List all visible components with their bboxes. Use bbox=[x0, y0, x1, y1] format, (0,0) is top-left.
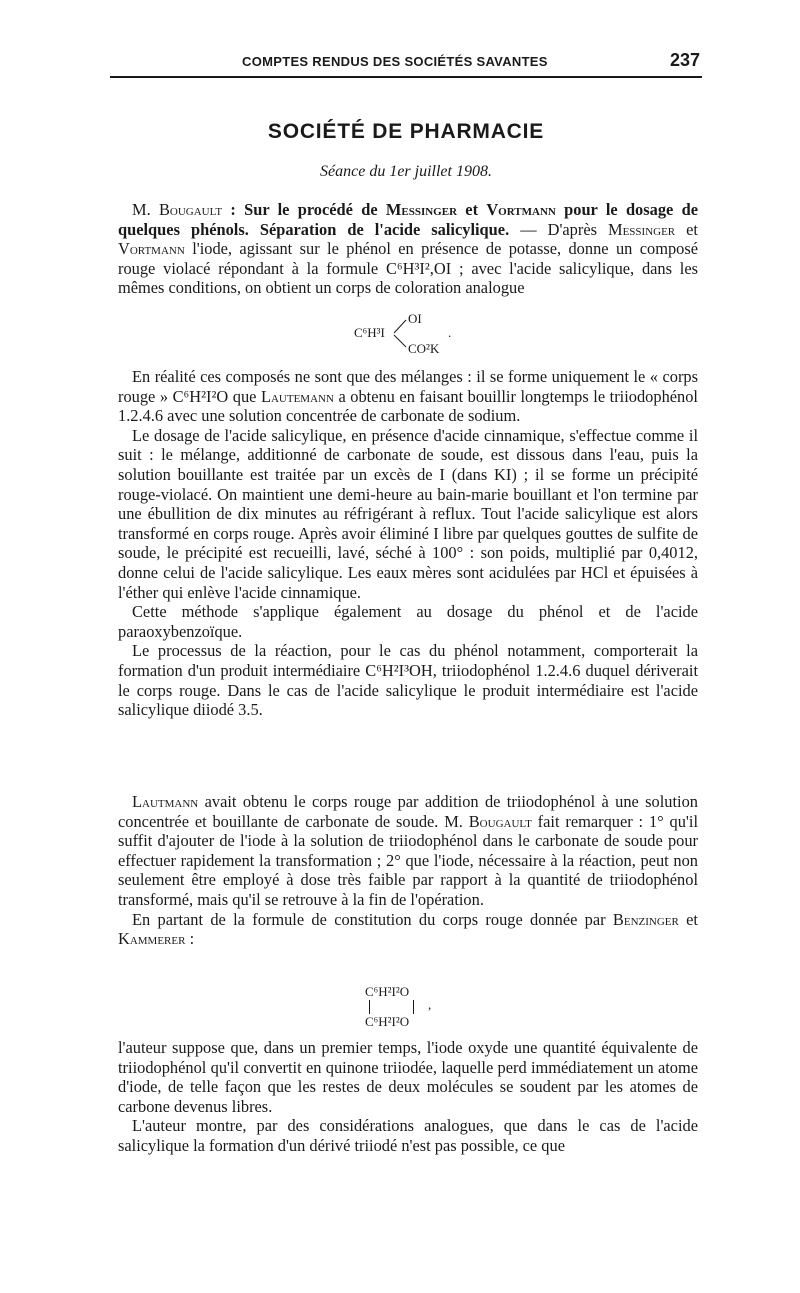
running-head: COMPTES RENDUS DES SOCIÉTÉS SAVANTES bbox=[242, 54, 548, 69]
author-name: Messinger bbox=[385, 200, 458, 219]
author-name: Vortmann bbox=[118, 239, 185, 259]
text-block-3 bbox=[118, 792, 698, 949]
author-name: Bougault bbox=[158, 200, 223, 219]
author-name: Lautmann bbox=[132, 792, 199, 811]
paragraph: l'auteur suppose que, dans un premier temps, l'iode oxyde une quantité équivalente de triiodophénol qu'il convertit en quinone triiodée, laquelle perd immédiatement un atome d'iode, de telle façon que les restes de deux molécules se soudent par les atomes de carbone devenus libres. bbox=[118, 1038, 698, 1116]
session-date: Séance du 1er juillet 1908. bbox=[320, 163, 492, 180]
author-name: Vortmann bbox=[486, 200, 556, 219]
section-title: SOCIÉTÉ DE PHARMACIE bbox=[267, 120, 545, 143]
paragraph: En partant de la formule de constitution du corps rouge donnée par Benzinger et Kammerer : bbox=[118, 909, 698, 949]
formula-bond bbox=[369, 1000, 370, 1014]
formula-bond bbox=[413, 1000, 414, 1014]
paragraph: Le processus de la réaction, pour le cas du phénol notamment, comporterait la formation d'un produit intermédiaire C⁶H²I³OH, triiodophénol 1.2.4.6 duquel dériverait le corps rouge. Dans le cas de l'acide salicylique le produit intermédiaire est l'acide salicylique diiodé 3.5. bbox=[118, 641, 698, 720]
text-block-4 bbox=[118, 1038, 698, 1156]
formula-left: C⁶H³I bbox=[354, 325, 385, 340]
author-name: Messinger bbox=[608, 219, 676, 239]
paragraph: Lautmann avait obtenu le corps rouge par addition de triiodophénol à une solution concentrée et bouillante de carbonate de soude. M. Bougault fait remarquer : 1° qu'il suffit d'ajouter de l'iode à la solution de triiodophénol dans le carbonate de soude pour effectuer rapidement la transformation ; 2° que l'iode, nécessaire à la réaction, peut non seulement être employé à dose très faible par rapport à la quantité de triiodophénol transformé, mais qu'il se retrouve à la fin de l'opération. bbox=[118, 792, 698, 909]
text-block-2 bbox=[118, 367, 698, 720]
paragraph: M. Bougault : Sur le procédé de Messinger et Vortmann pour le dosage de quelques phénols. Séparation de l'acide salicylique. — D'après Messinger et Vortmann l'iode, agissant sur le phénol en présence de potasse, donne un composé rouge violacé répondant à la formule C⁶H³I²,OI ; avec l'acide salicylique, dans les mêmes conditions, on obtient un corps de coloration analogue bbox=[118, 200, 698, 298]
formula-bottom: C⁶H²I²O bbox=[365, 1014, 410, 1029]
paragraph: Le dosage de l'acide salicylique, en présence d'acide cinnamique, s'effectue comme il suit : le mélange, additionné de carbonate de soude, est dissous dans l'eau, puis la solution bouillante est traitée par un excès de I (dans KI) ; il se forme un précipité rouge-violacé. On maintient une demi-heure au bain-marie bouillant et l'on termine par une ébullition de dix minutes au réfrigérant à reflux. Tout l'acide salicylique est alors transformé en corps rouge. Après avoir éliminé I libre par quelques gouttes de sulfite de soude, le précipité est recueilli, lavé, séché à 100° : son poids, multiplié par 0,4012, donne celui de l'acide salicylique. Les eaux mères sont acidulées par HCl et épuisées à l'éther qui enlève l'acide cinnamique. bbox=[118, 425, 698, 602]
paragraph: Cette méthode s'applique également au dosage du phénol et de l'acide paraoxybenzoïque. bbox=[118, 602, 698, 641]
author-name: Kammerer bbox=[118, 929, 186, 949]
paragraph: En réalité ces composés ne sont que des mélanges : il se forme uniquement le « corps rouge » C⁶H²I²O que Lautemann a obtenu en faisant bouillir longtemps le triiodophénol 1.2.4.6 avec une solution concentrée de carbonate de sodium. bbox=[118, 367, 698, 426]
author-name: Benzinger bbox=[612, 909, 679, 929]
author-name: Lautemann bbox=[260, 386, 334, 406]
formula-top: C⁶H²I²O bbox=[365, 984, 410, 999]
formula-bottom: CO²K bbox=[408, 341, 440, 356]
communication-title: pour le dosage de quelques phénols. Séparation de l'acide salicylique. bbox=[118, 200, 698, 239]
page-number: 237 bbox=[669, 50, 700, 70]
author-name: Bougault bbox=[468, 811, 532, 831]
formula-bonds bbox=[0, 0, 800, 400]
paragraph: L'auteur montre, par des considérations analogues, que dans le cas de l'acide salicylique la formation d'un dérivé triiodé n'est pas possible, ce que bbox=[118, 1116, 698, 1155]
formula-end: , bbox=[428, 997, 432, 1012]
formula-end: . bbox=[448, 325, 452, 340]
formula-top: OI bbox=[408, 311, 422, 326]
